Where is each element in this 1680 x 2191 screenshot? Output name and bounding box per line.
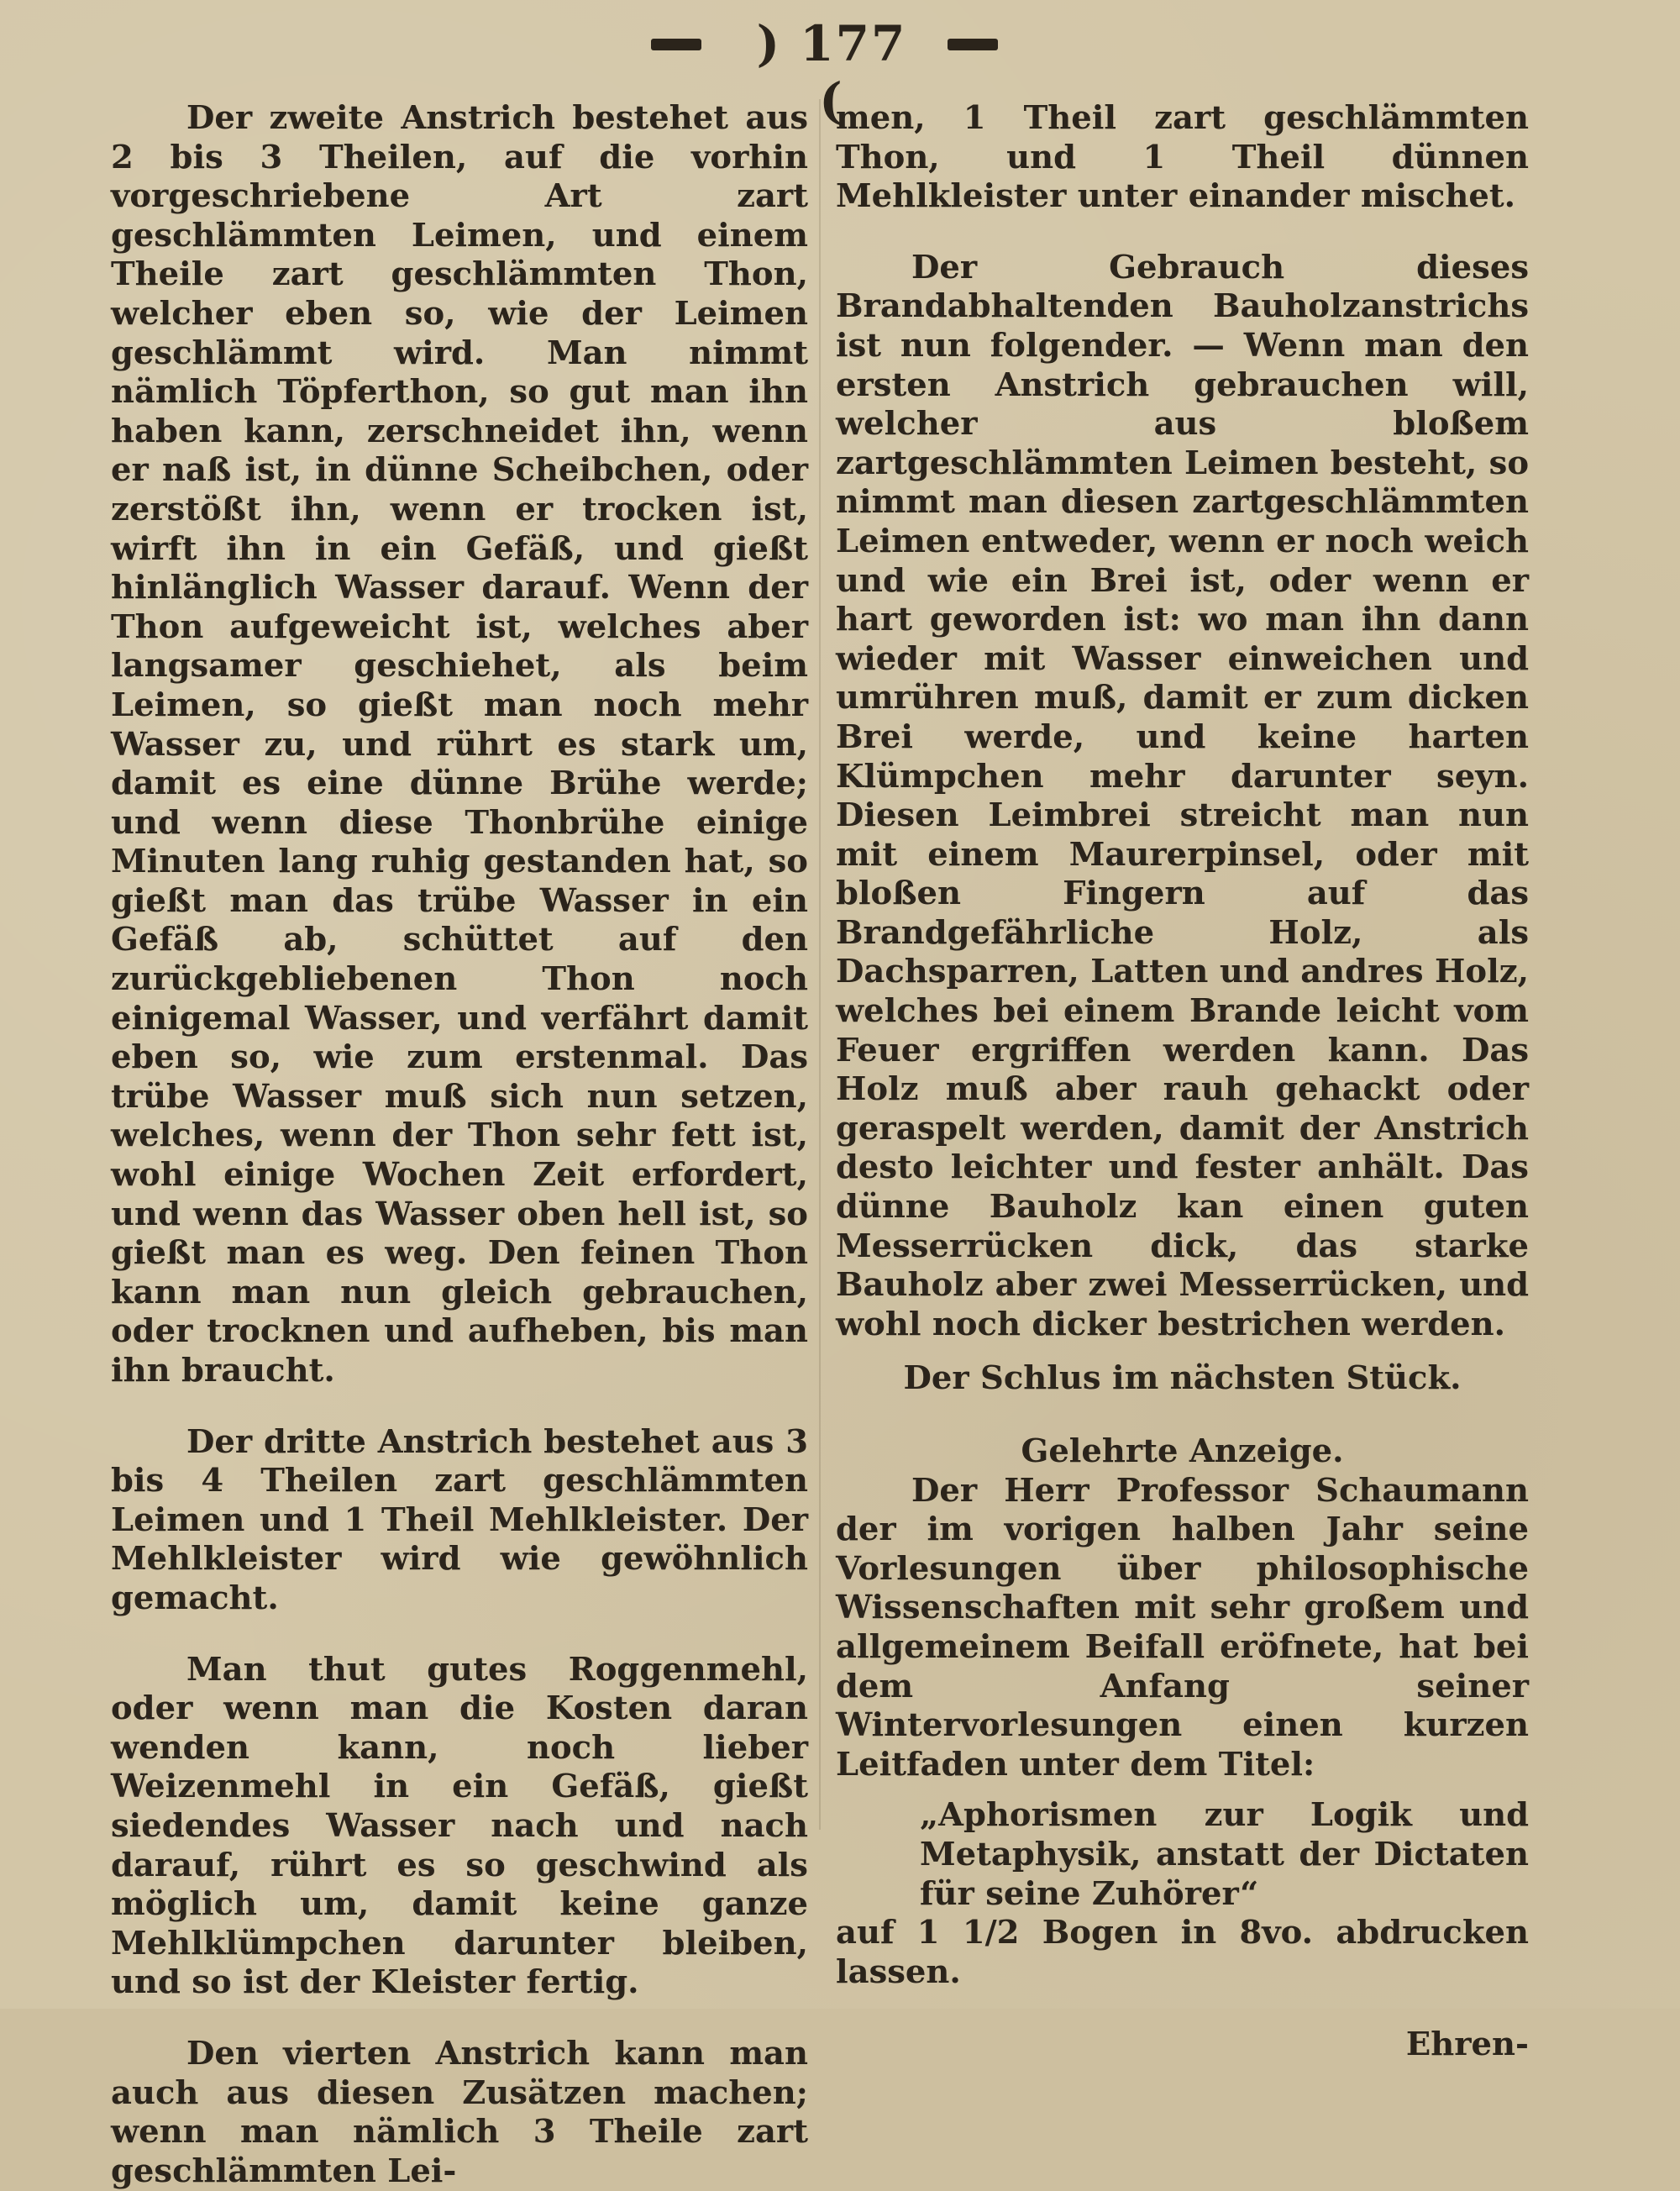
column-divider (819, 99, 821, 1830)
page-number: ) 177 ( (756, 15, 907, 129)
paragraph-third-coating: Der dritte Anstrich bestehet aus 3 bis 4 Theilen zart geschlämmten Leimen und 1 Theil Mehlkleister. Der Mehlkleister wird wie gewöhnlich gemacht. (111, 1422, 808, 1617)
catchword: Ehren- (1405, 2025, 1529, 2064)
paragraph-paste-recipe: Man thut gutes Roggenmehl, oder wenn man die Kosten daran wenden kann, noch lieber Weizenmehl in ein Gefäß, gießt siedendes Wasser nach und nach darauf, rührt es so geschwind als möglich um, damit keine ganze Mehlklümpchen darunter bleiben, und so ist der Kleister fertig. (111, 1650, 808, 2002)
paragraph-announcement: Der Herr Professor Schaumann der im vorigen halben Jahr seine Vorlesungen über philosophische Wissenschaften mit sehr großem und allgemeinem Beifall eröfnete, hat bei dem Anfang seiner Wintervorlesungen einen kurzen Leitfaden unter dem Titel: (836, 1471, 1529, 1784)
paragraph-continuation: men, 1 Theil zart geschlämmten Thon, und 1 Theil dünnen Mehlkleister unter einander mischet. (836, 99, 1529, 216)
paragraph-second-coating: Der zweite Anstrich bestehet aus 2 bis 3 Theilen, auf die vorhin vorgeschriebene Art zart geschlämmten Leimen, und einem Theile zart geschlämmten Thon, welcher eben so, wie der Leimen geschlämmt wird. Man nimmt nämlich Töpferthon, so gut man ihn haben kann, zerschneidet ihn, wenn er naß ist, in dünne Scheibchen, oder zerstößt ihn, wenn er trocken ist, wirft ihn in ein Gefäß, und gießt hinlänglich Wasser darauf. Wenn der Thon aufgeweicht ist, welches aber langsamer geschiehet, als beim Leimen, so gießt man noch mehr Wasser zu, und rührt es stark um, damit es eine dünne Brühe werde; und wenn diese Thonbrühe einige Minuten lang ruhig gestanden hat, so gießt man das trübe Wasser in ein Gefäß ab, schüttet auf den zurückgebliebenen Thon noch einigemal Wasser, und verfährt damit eben so, wie zum erstenmal. Das trübe Wasser muß sich nun setzen, welches, wenn der Thon sehr fett ist, wohl einige Wochen Zeit erfordert, und wenn das Wasser oben hell ist, so gießt man es weg. Den feinen Thon kann man nun gleich gebrauchen, oder trocknen und aufheben, bis man ihn braucht. (111, 99, 808, 1390)
continued-note: Der Schlus im nächsten Stück. (903, 1359, 1462, 1398)
right-column (836, 99, 1529, 2065)
page-header (0, 15, 1680, 129)
paragraph-printing: auf 1 1/2 Bogen in 8vo. abdrucken lassen. (836, 1914, 1529, 1991)
paragraph-usage: Der Gebrauch dieses Brandabhaltenden Bauholzanstrichs ist nun folgender. — Wenn man den ersten Anstrich gebrauchen will, welcher aus bloßem zartgeschlämmten Leimen besteht, so nimmt man diesen zartgeschlämmten Leimen entweder, wenn er noch weich und wie ein Brei ist, oder wenn er hart geworden ist: wo man ihn dann wieder mit Wasser einweichen und umrühren muß, damit er zum dicken Brei werde, und keine harten Klümpchen mehr darunter seyn. Diesen Leimbrei streicht man nun mit einem Maurerpinsel, oder mit bloßen Fingern auf das Brandgefährliche Holz, als Dachsparren, Latten und andres Holz, welches bei einem Brande leicht vom Feuer ergriffen werden kann. Das Holz muß aber rauh gehackt oder geraspelt werden, damit der Anstrich desto leichter und fester anhält. Das dünne Bauholz kan einen guten Messerrücken dick, das starke Bauholz aber zwei Messerrücken, und wohl noch dicker bestrichen werden. (836, 248, 1529, 1343)
header-rule-left (651, 39, 701, 50)
paragraph-fourth-coating: Den vierten Anstrich kann man auch aus diesen Zusätzen machen; wenn man nämlich 3 Theile zart geschlämmten Lei- (111, 2034, 808, 2190)
header-rule-right (948, 39, 998, 50)
book-title-quote: „Aphorismen zur Logik und Metaphysik, anstatt der Dictaten für seine Zuhörer“ (920, 1796, 1529, 1913)
left-column (111, 99, 808, 2191)
section-heading: Gelehrte Anzeige. (1021, 1432, 1344, 1470)
